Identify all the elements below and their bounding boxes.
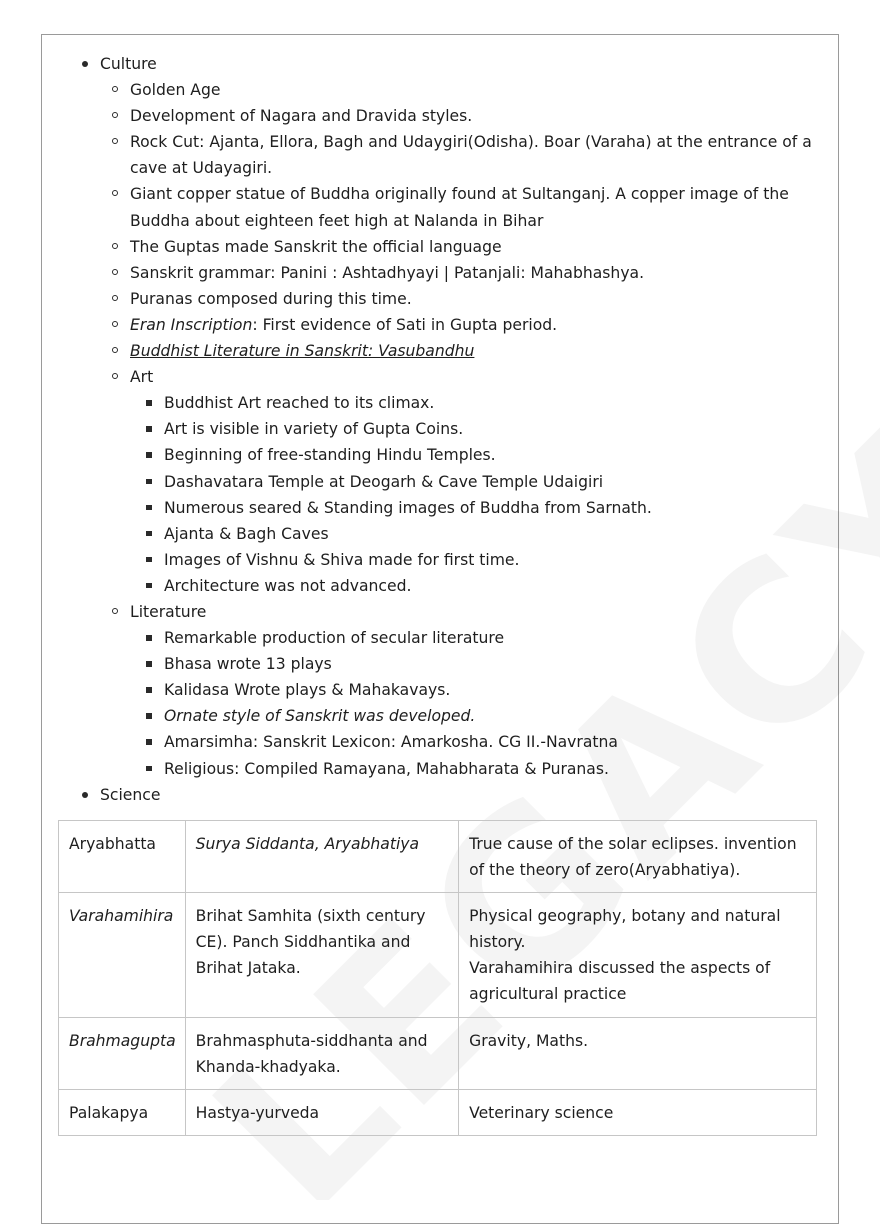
contribution-line: Physical geography, botany and natural history. [469,907,781,952]
list-item [112,312,816,338]
item-text: Remarkable production of secular literature [164,629,505,648]
list-item [144,729,816,755]
scientist-contribution: Gravity, Maths. [459,1017,817,1089]
item-text: Religious: Compiled Ramayana, Mahabharata & Puranas. [164,759,609,778]
table-row [59,1089,817,1135]
item-text: Ajanta & Bagh Caves [164,524,329,543]
list-item [144,756,816,782]
culture-heading: Culture [100,55,157,73]
science-heading: Science [100,785,161,804]
item-text: Sanskrit grammar: Panini : Ashtadhyayi | Patanjali: Mahabhashya. [130,263,645,282]
table-row [59,1017,817,1089]
list-item [144,521,816,547]
list-item [112,129,816,181]
item-text: Development of Nagara and Dravida styles. [130,107,473,126]
literature-label: Literature [130,602,207,621]
list-item [112,286,816,312]
item-text: Giant copper statue of Buddha originally found at Sultanganj. A copper image of the Buddha about eighteen feet high at Nalanda in Bihar [130,185,789,230]
table-row [59,821,817,893]
item-text: Rock Cut: Ajanta, Ellora, Bagh and Udaygiri(Odisha). Boar (Varaha) at the entrance of a cave at Udayagiri. [130,133,812,178]
scientist-name: Aryabhatta [59,821,186,893]
item-text: The Guptas made Sanskrit the official language [130,237,502,256]
item-text: Puranas composed during this time. [130,289,412,308]
list-item [144,416,816,442]
list-item [112,234,816,260]
scientist-works: Surya Siddanta, Aryabhatiya [185,821,458,893]
list-item [112,77,816,103]
item-text: Art is visible in variety of Gupta Coins. [164,420,464,439]
list-item [144,390,816,416]
list-item [144,677,816,703]
item-text: Kalidasa Wrote plays & Mahakavays. [164,681,451,700]
item-text: : First evidence of Sati in Gupta period. [252,315,558,334]
item-text: Beginning of free-standing Hindu Temples. [164,446,496,465]
list-item [144,651,816,677]
scientist-contribution: True cause of the solar eclipses. invention of the theory of zero(Aryabhatiya). [459,821,817,893]
scientist-works: Hastya-yurveda [185,1089,458,1135]
list-item [144,625,816,651]
culture-section [76,51,816,782]
top-level-list [76,51,816,808]
list-item [144,547,816,573]
item-text: Amarsimha: Sanskrit Lexicon: Amarkosha. CG II.-Navratna [164,733,618,752]
list-item [144,573,816,599]
scientist-works: Brahmasphuta-siddhanta and Khanda-khadyaka. [185,1017,458,1089]
list-item [144,442,816,468]
item-text: Architecture was not advanced. [164,576,412,595]
literature-list [144,625,816,782]
list-item [112,181,816,233]
art-list [144,390,816,599]
list-item [144,469,816,495]
buddhist-literature-text: Buddhist Literature in Sanskrit: Vasubandhu [130,342,475,361]
list-item [112,103,816,129]
list-item [112,338,816,364]
culture-list [112,77,816,782]
table-row [59,893,817,1017]
item-text: Golden Age [130,81,221,100]
literature-section [112,599,816,782]
item-text: Dashavatara Temple at Deogarh & Cave Temple Udaigiri [164,472,604,491]
item-text: Buddhist Art reached to its climax. [164,394,435,413]
item-text: Ornate style of Sanskrit was developed. [164,707,476,726]
scientist-name: Brahmagupta [59,1017,186,1089]
science-section [76,782,816,808]
scientist-name: Varahamihira [59,893,186,1017]
scientist-works: Brihat Samhita (sixth century CE). Panch Siddhantika and Brihat Jataka. [185,893,458,1017]
item-text: Numerous seared & Standing images of Buddha from Sarnath. [164,498,652,517]
item-text: Bhasa wrote 13 plays [164,655,332,674]
list-item [144,703,816,729]
item-text: Images of Vishnu & Shiva made for first time. [164,550,520,569]
scientist-contribution [459,893,817,1017]
list-item [112,260,816,286]
list-item [144,495,816,521]
eran-inscription-label: Eran Inscription [130,315,253,334]
scientist-contribution: Veterinary science [459,1089,817,1135]
contribution-line: Varahamihira discussed the aspects of agricultural practice [469,959,771,1004]
scientist-name: Palakapya [59,1089,186,1135]
science-table [58,820,817,1136]
art-label: Art [130,368,154,387]
art-section [112,364,816,599]
notes-content [76,51,816,808]
